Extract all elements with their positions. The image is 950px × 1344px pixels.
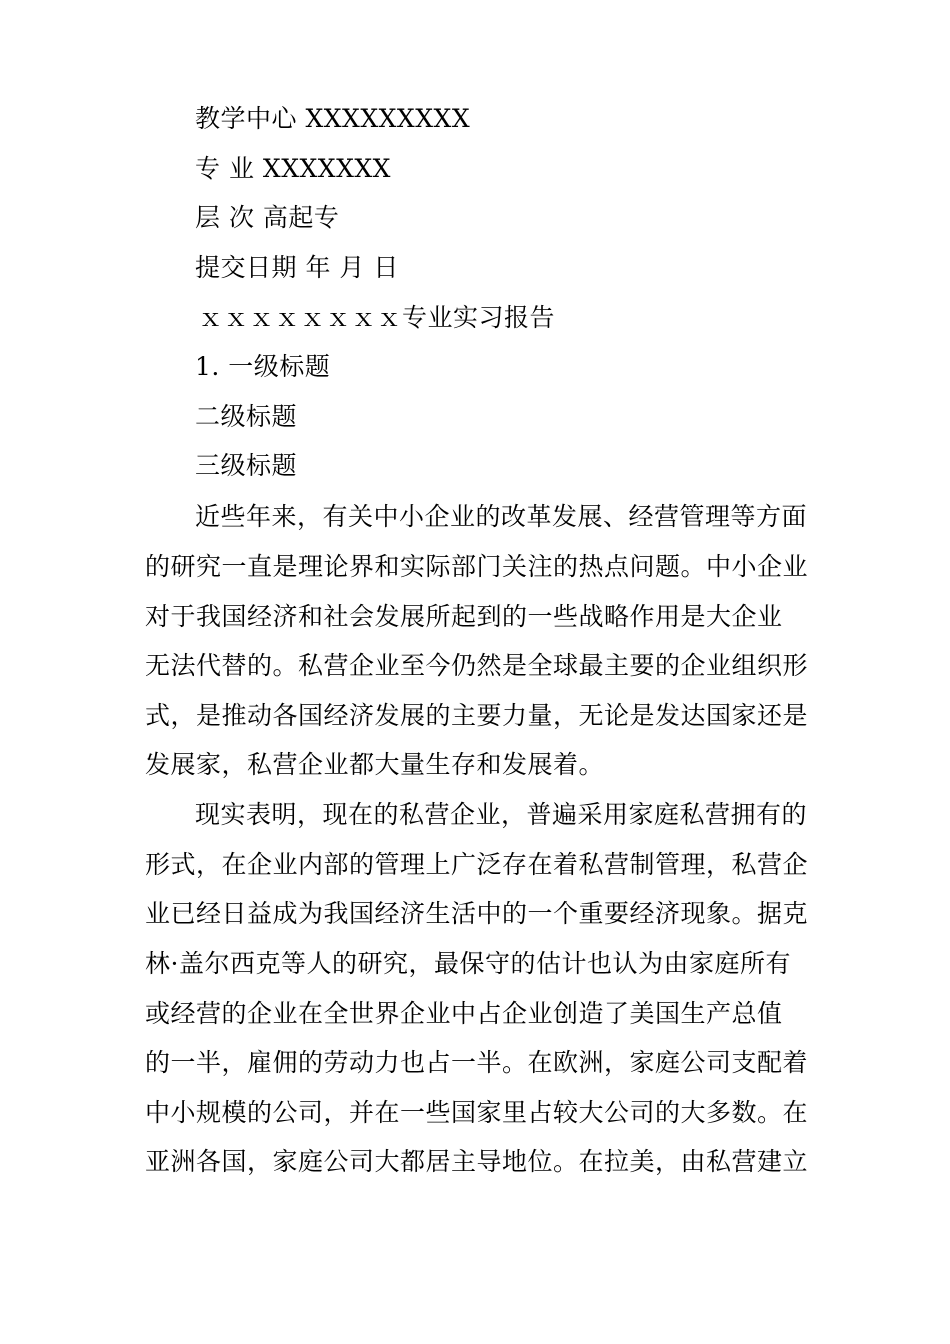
paragraph-line: 对于我国经济和社会发展所起到的一些战略作用是大企业 [145,602,783,631]
paragraph-line: 中小规模的公司，并在一些国家里占较大公司的大多数。在 [145,1098,809,1127]
paragraph-line: 的研究一直是理论界和实际部门关注的热点问题。中小企业 [145,552,809,581]
paragraph-line: 林·盖尔西克等人的研究，最保守的估计也认为由家庭所有 [145,949,791,978]
paragraph-line: 形式，在企业内部的管理上广泛存在着私营制管理，私营企 [145,850,809,879]
teaching-center-field: 教学中心 XXXXXXXXX [195,104,471,133]
heading-level-2: 二级标题 [195,402,298,431]
paragraph-line: 发展家，私营企业都大量生存和发展着。 [145,750,605,779]
paragraph-line: 或经营的企业在全世界企业中占企业创造了美国生产总值 [145,999,783,1028]
paragraph-line: 式，是推动各国经济发展的主要力量，无论是发达国家还是 [145,701,809,730]
paragraph-line: 无法代替的。私营企业至今仍然是全球最主要的企业组织形 [145,651,809,680]
heading-level-3: 三级标题 [195,451,298,480]
paragraph-line: 业已经日益成为我国经济生活中的一个重要经济现象。据克 [145,899,809,928]
paragraph-line: 近些年来，有关中小企业的改革发展、经营管理等方面 [195,502,808,531]
report-title: ｘｘｘｘｘｘｘｘ专业实习报告 [198,303,556,332]
paragraph-line: 亚洲各国，家庭公司大都居主导地位。在拉美，由私营建立 [145,1147,809,1176]
paragraph-line: 的一半，雇佣的劳动力也占一半。在欧洲，家庭公司支配着 [145,1048,809,1077]
level-field: 层 次 高起专 [195,203,340,232]
paragraph-line: 现实表明，现在的私营企业，普遍采用家庭私营拥有的 [195,800,808,829]
submit-date-field: 提交日期 年 月 日 [195,253,399,282]
heading-level-1: 1. 一级标题 [195,352,331,381]
major-field: 专 业 XXXXXXX [195,154,391,183]
